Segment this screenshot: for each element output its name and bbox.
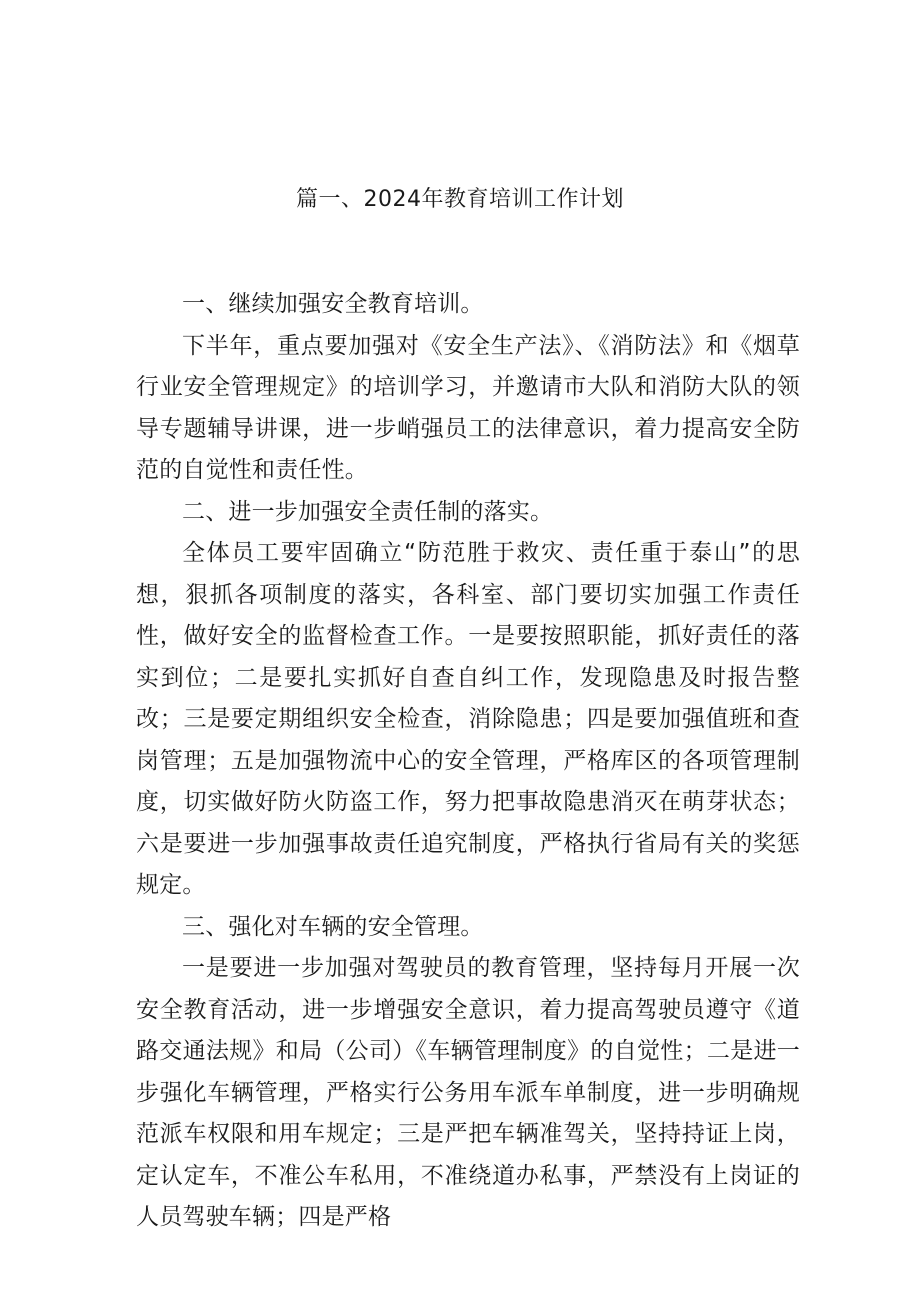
- page-title: 篇一、2024年教育培训工作计划: [296, 187, 624, 212]
- section-paragraph: 下半年，重点要加强对《安全生产法》、《消防法》和《烟草行业安全管理规定》的培训学习，并邀请市大队和消防大队的领导专题辅导讲课，进一步峭强员工的法律意识，着力提高安全防范的自觉性和责任性。: [136, 332, 800, 483]
- section-heading: 二、进一步加强安全责任制的落实。: [182, 498, 554, 525]
- document-body: [136, 284, 800, 1239]
- section-heading: 三、强化对车辆的安全管理。: [182, 913, 484, 940]
- section-heading: 一、继续加强安全教育培训。: [182, 291, 484, 317]
- section-paragraph: 全体员工要牢固确立“防范胜于救灾、责任重于泰山”的思想，狠抓各项制度的落实，各科室、部门要切实加强工作责任性，做好安全的监督检查工作。一是要按照职能，抓好责任的落实到位；二是要扎实抓好自查自纠工作，发现隐患及时报告整改；三是要定期组织安全检查，消除隐患；四是要加强值班和查岗管理；五是加强物流中心的安全管理，严格库区的各项管理制度，切实做好防火防盗工作，努力把事故隐患消灭在萌芽状态；六是要进一步加强事故责任追究制度，严格执行省局有关的奖惩规定。: [136, 540, 800, 898]
- section-paragraph: 一是要进一步加强对驾驶员的教育管理，坚持每月开展一次安全教育活动，进一步增强安全意识，着力提高驾驶员遵守《道路交通法规》和局（公司）《车辆管理制度》的自觉性；二是进一步强化车辆管理，严格实行公务用车派车单制度，进一步明确规范派车权限和用车规定；三是严把车辆准驾关，坚持持证上岗，定认定车，不准公车私用，不准绕道办私事，严禁没有上岗证的人员驾驶车辆；四是严格: [136, 955, 800, 1230]
